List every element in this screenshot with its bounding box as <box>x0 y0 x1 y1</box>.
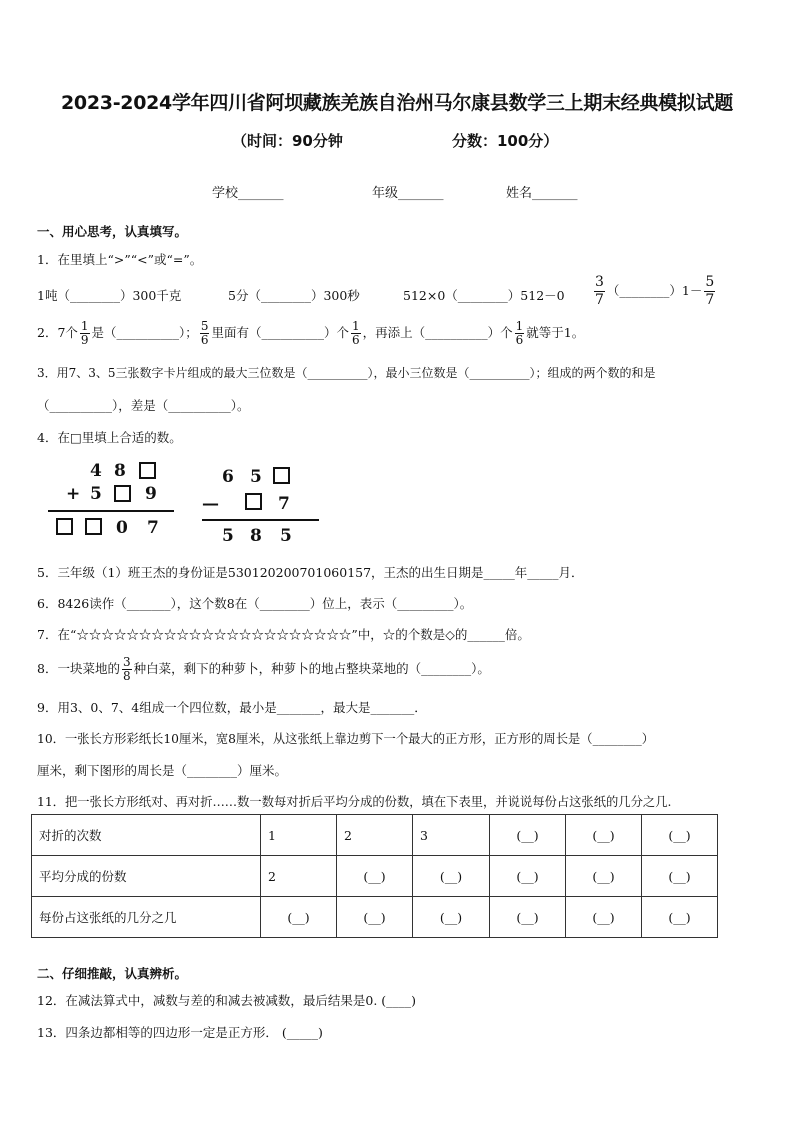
answer-box[interactable] <box>245 493 262 510</box>
section-2-heading: 二、仔细推敲，认真辨析。 <box>37 966 188 981</box>
row-label: 每份占这张纸的几分之几 <box>32 897 261 938</box>
table-cell[interactable]: (__) <box>642 815 718 856</box>
table-cell[interactable]: (__) <box>566 856 642 897</box>
name-field: 姓名_______ <box>506 186 578 201</box>
question-12: 12．在减法算式中，减数与差的和减去被减数，最后结果是0. (____) <box>37 993 417 1008</box>
table-cell[interactable]: (__) <box>337 856 413 897</box>
digit: 8 <box>114 461 126 481</box>
answer-box[interactable] <box>139 462 156 479</box>
digit: 5 <box>250 467 262 487</box>
answer-box[interactable] <box>114 485 131 502</box>
table-row <box>32 897 718 938</box>
fold-table <box>31 814 718 938</box>
fraction: $\frac{1}{6}$ <box>351 319 360 347</box>
question-13: 13．四条边都相等的四边形一定是正方形． (_____) <box>37 1025 323 1040</box>
question-10-line-2: 厘米，剩下图形的周长是（________）厘米。 <box>37 763 288 778</box>
table-cell[interactable]: (__) <box>566 815 642 856</box>
question-3-line-2: （__________），差是（__________）。 <box>37 398 250 413</box>
digit: 6 <box>222 467 234 487</box>
row-label: 平均分成的份数 <box>32 856 261 897</box>
q1-compare-a: 1吨（________）300千克 <box>37 288 182 303</box>
table-cell[interactable]: (__) <box>490 815 566 856</box>
fraction: $\frac{5}{7}$ <box>705 274 715 308</box>
table-cell[interactable]: (__) <box>261 897 337 938</box>
digit: 9 <box>145 484 157 504</box>
row-label: 对折的次数 <box>32 815 261 856</box>
fraction: $\frac{1}{9}$ <box>80 319 89 347</box>
table-row <box>32 856 718 897</box>
table-cell: 2 <box>337 815 413 856</box>
table-cell[interactable]: (__) <box>413 897 490 938</box>
table-cell[interactable]: (__) <box>413 856 490 897</box>
digit: 4 <box>90 461 102 481</box>
digit: 7 <box>278 494 290 514</box>
digit: 5 <box>280 526 292 546</box>
table-cell[interactable]: (__) <box>490 856 566 897</box>
digit: 0 <box>116 518 128 538</box>
table-cell[interactable]: (__) <box>642 897 718 938</box>
table-row <box>32 815 718 856</box>
answer-box[interactable] <box>85 518 102 535</box>
plus-sign: + <box>66 484 81 504</box>
minus-sign: — <box>202 494 219 514</box>
table-cell[interactable]: (__) <box>337 897 413 938</box>
digit: 5 <box>222 526 234 546</box>
table-cell: 1 <box>261 815 337 856</box>
question-3-line-1: 3．用7、3、5三张数字卡片组成的最大三位数是（__________），最小三位数是（__________）；组成的两个数的和是 <box>37 366 656 380</box>
q1-compare-b: 5分（________）300秒 <box>228 288 360 303</box>
q1-compare-d: $\frac{3}{7}$ （________）1－ $\frac{5}{7}$ <box>595 274 715 308</box>
answer-box[interactable] <box>56 518 73 535</box>
section-1-heading: 一、用心思考，认真填写。 <box>37 224 188 239</box>
table-cell: 3 <box>413 815 490 856</box>
question-7: 7．在“☆☆☆☆☆☆☆☆☆☆☆☆☆☆☆☆☆☆☆☆☆☆”中，☆的个数是◇的______倍。 <box>37 627 530 642</box>
question-4: 4．在□里填上合适的数。 <box>37 430 182 445</box>
question-2: 2．7个 $\frac{1}{9}$ 是（__________）； $\frac{5}{6}$ 里面有（__________）个 $\frac{1}{6}$ ，再添上（__________）个 $\frac{1}{6}$ 就等于1。 <box>37 319 585 347</box>
question-11: 11．把一张长方形纸对、再对折……数一数每对折后平均分成的份数，填在下表里，并说说每份占这张纸的几分之几. <box>37 795 672 809</box>
digit: 7 <box>147 518 159 538</box>
difference-line <box>202 519 319 521</box>
fraction: $\frac{3}{7}$ <box>595 274 604 308</box>
question-6: 6．8426读作（_______），这个数8在（________）位上，表示（_________）。 <box>37 596 473 611</box>
exam-score: 分数：100分） <box>452 132 559 150</box>
exam-time: （时间：90分钟 <box>232 132 343 150</box>
question-5: 5．三年级（1）班王杰的身份证是530120200701060157，王杰的出生日期是_____年_____月． <box>37 565 584 580</box>
grade-field: 年级_______ <box>372 186 444 201</box>
table-cell: 2 <box>261 856 337 897</box>
table-cell[interactable]: (__) <box>566 897 642 938</box>
table-cell[interactable]: (__) <box>490 897 566 938</box>
question-9: 9．用3、0、7、4组成一个四位数，最小是_______，最大是_______． <box>37 700 427 715</box>
fraction: $\frac{3}{8}$ <box>122 655 131 683</box>
digit: 8 <box>250 526 262 546</box>
question-8: 8．一块菜地的 $\frac{3}{8}$ 种白菜，剩下的种萝卜，种萝卜的地占整块菜地的（________）。 <box>37 655 490 683</box>
fraction: $\frac{1}{6}$ <box>515 319 524 347</box>
fraction: $\frac{5}{6}$ <box>200 319 209 347</box>
sum-line <box>48 510 174 512</box>
q1-compare-c: 512×0（________）512－0 <box>403 288 565 303</box>
question-1: 1．在里填上“>”“<”或“=”。 <box>37 252 203 267</box>
digit: 5 <box>90 484 102 504</box>
table-cell[interactable]: (__) <box>642 856 718 897</box>
question-10-line-1: 10．一张长方形彩纸长10厘米，宽8厘米，从这张纸上靠边剪下一个最大的正方形，正方形的周长是（________） <box>37 732 655 746</box>
page-title: 2023-2024学年四川省阿坝藏族羌族自治州马尔康县数学三上期末经典模拟试题 <box>61 92 733 114</box>
answer-box[interactable] <box>273 467 290 484</box>
school-field: 学校_______ <box>212 186 284 201</box>
